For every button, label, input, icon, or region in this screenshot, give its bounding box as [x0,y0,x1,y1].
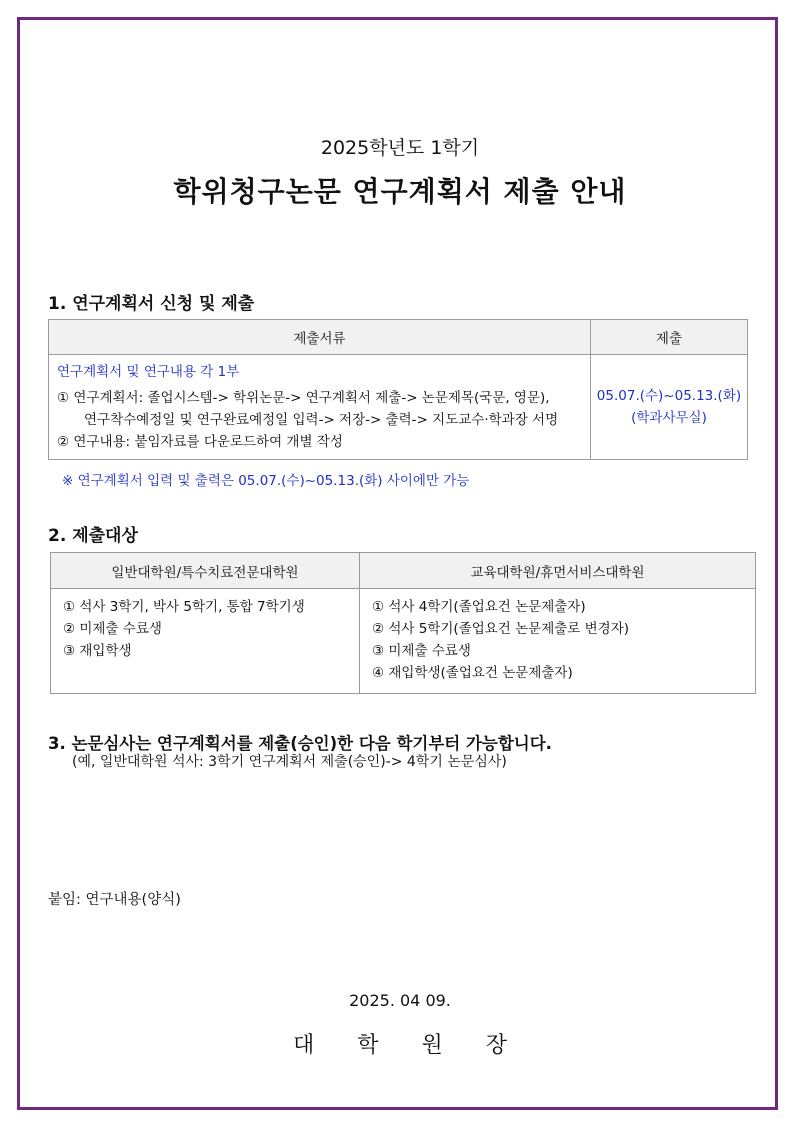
table-header-docs: 제출서류 [49,320,591,355]
list-item: ① 석사 4학기(졸업요건 논문제출자) [371,599,586,615]
section1-note: ※ 연구계획서 입력 및 출력은 05.07.(수)~05.13.(화) 사이에만 가능 [62,473,470,489]
submit-period: 05.07.(수)~05.13.(화) [596,388,742,404]
docs-title: 연구계획서 및 연구내용 각 1부 [57,364,240,380]
docs-item-1: ① 연구계획서: 졸업시스템-> 학위논문-> 연구계획서 제출-> 논문제목(국문, 영문), [57,390,550,406]
document-date: 2025. 04 09. [349,991,451,1010]
attachment-note: 붙임: 연구내용(양식) [48,892,181,908]
docs-item-1-cont: 연구착수예정일 및 연구완료예정일 입력-> 저장-> 출력-> 지도교수·학과장 서명 [84,412,559,428]
list-item: ② 미제출 수료생 [63,621,162,637]
signer: 대 학 원 장 [293,1033,525,1058]
list-item: ④ 재입학생(졸업요건 논문제출자) [371,665,573,681]
list-item: ③ 미제출 수료생 [371,643,471,659]
section1-heading: 1. 연구계획서 신청 및 제출 [48,294,255,314]
eligibility-header-right: 교육대학원/휴먼서비스대학원 [359,553,755,589]
section3-heading: 3. 논문심사는 연구계획서를 제출(승인)한 다음 학기부터 가능합니다. [48,734,552,753]
section3-example: (예, 일반대학원 석사: 3학기 연구계획서 제출(승인)-> 4학기 논문심사) [72,754,507,770]
list-item: ① 석사 3학기, 박사 5학기, 통합 7학기생 [63,599,305,615]
eligibility-right-cell [359,589,755,694]
eligibility-table [50,552,756,694]
section2-heading: 2. 제출대상 [48,526,138,546]
docs-item-2: ② 연구내용: 붙임자료를 다운로드하여 개별 작성 [57,434,343,450]
submission-table [48,319,748,460]
table-header-submit: 제출 [590,320,747,355]
submit-cell [590,355,747,460]
list-item: ② 석사 5학기(졸업요건 논문제출로 변경자) [371,621,630,637]
eligibility-header-left: 일반대학원/특수치료전문대학원 [51,553,360,589]
document-subtitle: 2025학년도 1학기 [320,137,480,159]
list-item: ③ 재입학생 [63,643,132,659]
docs-cell [49,355,591,460]
submit-place: (학과사무실) [631,410,707,426]
eligibility-left-cell [51,589,360,694]
document-title: 학위청구논문 연구계획서 제출 안내 [173,175,627,208]
